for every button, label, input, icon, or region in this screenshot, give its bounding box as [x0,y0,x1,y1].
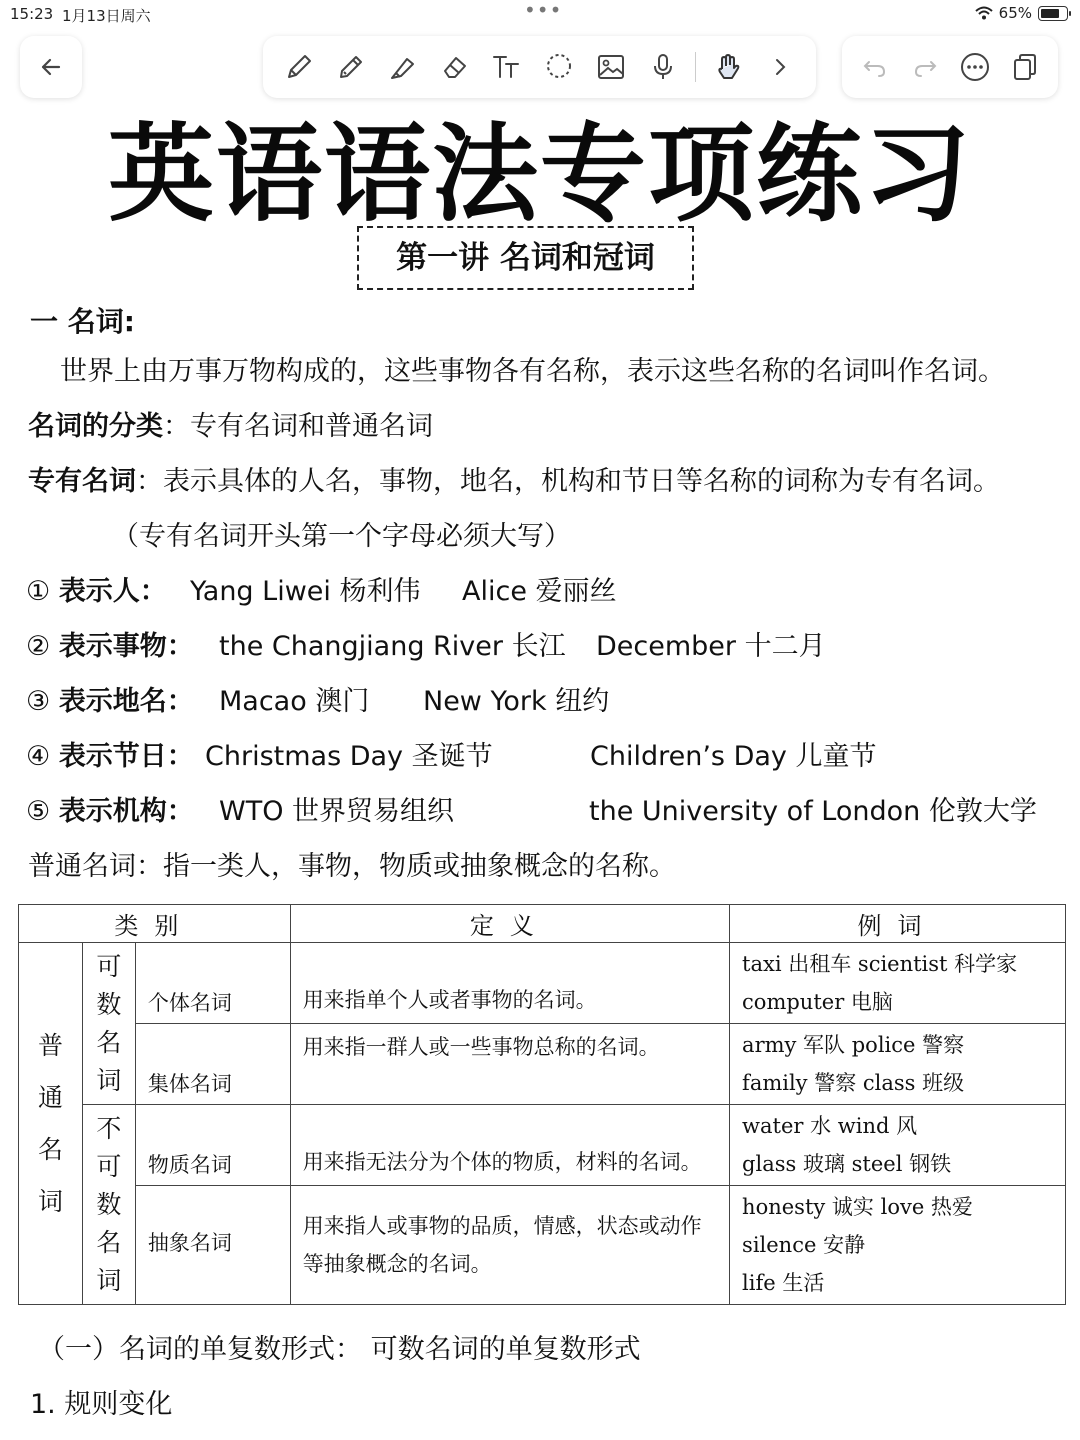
table-row [19,1186,1066,1305]
example-a: WTO 世界贸易组织 [219,796,455,827]
proper-noun-text: ：表示具体的人名，事物，地名，机构和节日等名称的词称为专有名词。 [136,466,1000,497]
example-number: ④ [26,741,51,772]
classification-line [28,409,433,445]
example-b: New York 纽约 [423,686,610,717]
image-icon [595,51,627,83]
example-word: glass 玻璃 steel 钢铁 [742,1152,952,1176]
example-word: family 警察 class 班级 [742,1071,965,1095]
table-header-row [19,905,1066,943]
text-icon [491,51,523,83]
hand-icon [712,51,744,83]
common-noun-cell [19,943,83,1305]
microphone-icon [647,51,679,83]
lesson-subtitle: 第一讲 名词和冠词 [357,226,694,290]
back-button[interactable] [20,36,82,98]
definition-cell: 用来指无法分为个体的物质，材料的名词。 [290,1105,729,1186]
pages-icon [1009,51,1041,83]
example-a: Christmas Day 圣诞节 [205,741,493,772]
example-b: the University of London 伦敦大学 [589,796,1037,827]
common-noun-label: 普 通 名 词 [37,1030,63,1216]
examples-cell [730,1024,1066,1105]
redo-button[interactable] [905,47,945,87]
example-word: computer 电脑 [742,990,893,1014]
section-heading: 一 名词: [30,305,135,338]
intro-text: 世界上由万事万物构成的，这些事物各有名称，表示这些名称的名词叫作名词。 [60,356,1005,387]
example-word: taxi 出租车 scientist 科学家 [742,952,1018,976]
arrow-left-icon [37,53,65,81]
uncountable-label: 不 可 数 名 词 [96,1113,122,1295]
example-b: December 十二月 [596,631,826,662]
table-row [19,943,1066,1024]
example-number: ⑤ [26,796,51,827]
pen-icon [283,51,315,83]
pencil-icon [335,51,367,83]
lasso-icon [543,51,575,83]
example-word: life 生活 [742,1271,825,1295]
toolbar-separator [695,52,696,82]
example-line [26,629,194,665]
example-label: 表示地名： [58,686,194,717]
example-word: army 军队 police 警察 [742,1033,965,1057]
multitask-dots-icon[interactable]: ••• [524,0,563,22]
rule-heading: 1. 规则变化 [30,1389,173,1420]
example-number: ② [26,631,51,662]
page-title: 英语语法专项练习 [108,113,972,236]
status-time: 15:23 [10,5,54,23]
uncountable-cell [82,1105,135,1305]
pencil-tool-button[interactable] [331,47,371,87]
classification-label: 名词的分类 [28,411,163,442]
examples-cell [730,943,1066,1024]
definition-cell: 用来指人或事物的品质，情感，状态或动作等抽象概念的名词。 [290,1186,729,1305]
example-number: ① [26,576,51,607]
text-tool-button[interactable] [487,47,527,87]
definition-cell: 用来指一群人或一些事物总称的名词。 [290,1024,729,1105]
tool-palette [263,36,816,98]
highlighter-icon [387,51,419,83]
wifi-icon [975,6,993,20]
example-line [26,574,167,610]
microphone-tool-button[interactable] [643,47,683,87]
example-line [26,739,194,775]
example-word: water 水 wind 风 [742,1114,918,1138]
pen-tool-button[interactable] [279,47,319,87]
example-label: 表示事物： [58,631,194,662]
example-label: 表示节日： [58,741,194,772]
pages-button[interactable] [1005,47,1045,87]
definition-cell: 用来指单个人或者事物的名词。 [290,943,729,1024]
countable-cell [82,943,135,1105]
kind-cell: 物质名词 [135,1105,290,1186]
example-line [26,684,194,720]
more-options-button[interactable] [955,47,995,87]
examples-cell [730,1105,1066,1186]
example-a: the Changjiang River 长江 [219,631,566,662]
hand-tool-button[interactable] [708,47,748,87]
example-word: honesty 诚实 love 热爱 [742,1195,973,1219]
lasso-tool-button[interactable] [539,47,579,87]
document-actions [842,36,1058,98]
example-word: silence 安静 [742,1233,866,1257]
example-number: ③ [26,686,51,717]
more-icon [959,51,991,83]
example-label: 表示机构： [58,796,194,827]
proper-noun-note: （专有名词开头第一个字母必须大写） [112,521,571,552]
kind-cell: 个体名词 [135,943,290,1024]
example-b: Children’s Day 儿童节 [590,741,877,772]
highlighter-tool-button[interactable] [383,47,423,87]
header-definition: 定义 [290,905,729,943]
example-label: 表示人： [58,576,167,607]
example-a: Macao 澳门 [219,686,370,717]
kind-cell: 抽象名词 [135,1186,290,1305]
status-date: 1月13日周六 [62,7,151,25]
status-right [975,4,1068,22]
example-a: Yang Liwei 杨利伟 [190,576,421,607]
example-b: Alice 爱丽丝 [462,576,617,607]
redo-icon [909,51,941,83]
examples-cell [730,1186,1066,1305]
countable-label: 可 数 名 词 [96,951,122,1095]
eraser-icon [439,51,471,83]
battery-icon [1038,6,1068,21]
table-row [19,1024,1066,1105]
classification-text: ：专有名词和普通名词 [163,411,433,442]
header-examples: 例词 [730,905,1066,943]
more-tools-button[interactable] [760,47,800,87]
subsection-heading: （一）名词的单复数形式： 可数名词的单复数形式 [38,1334,641,1365]
eraser-tool-button[interactable] [435,47,475,87]
battery-percent: 65% [998,4,1032,22]
proper-noun-label: 专有名词 [28,466,136,497]
status-bar [0,0,1080,28]
noun-table [18,904,1066,1305]
example-line [26,794,194,830]
image-tool-button[interactable] [591,47,631,87]
proper-noun-line [28,464,1000,500]
kind-cell: 集体名词 [135,1024,290,1105]
chevron-right-icon [764,51,796,83]
undo-button[interactable] [855,47,895,87]
common-noun-line: 普通名词：指一类人，事物，物质或抽象概念的名称。 [28,851,676,882]
header-category: 类别 [19,905,291,943]
undo-icon [859,51,891,83]
table-row [19,1105,1066,1186]
